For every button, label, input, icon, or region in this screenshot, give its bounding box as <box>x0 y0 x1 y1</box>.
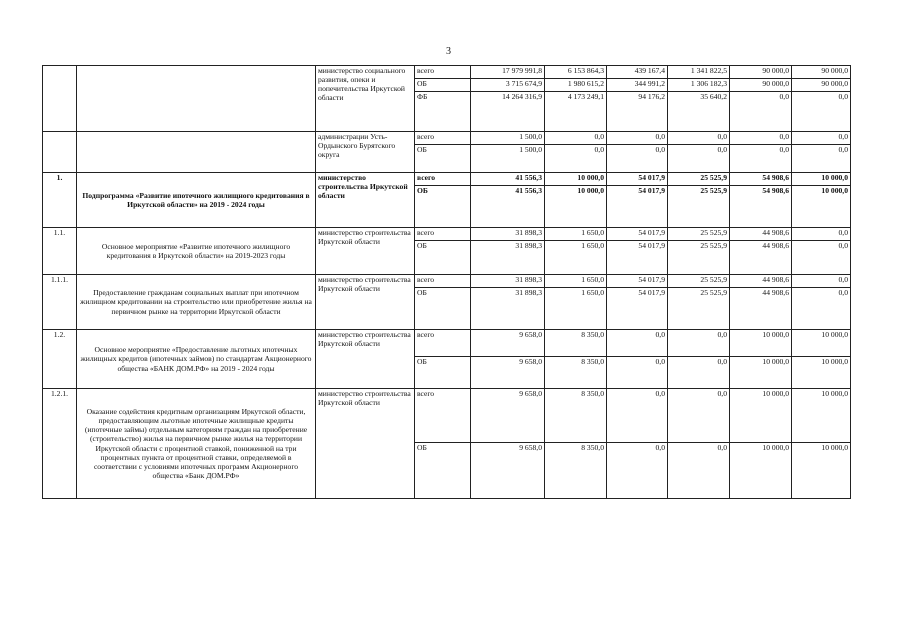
amount-cell: 0,0 <box>792 275 851 288</box>
amount-cell: 0,0 <box>730 92 792 132</box>
amount-cell: 9 658,0 <box>471 443 545 499</box>
amount-cell: 54 017,9 <box>607 288 668 330</box>
amount-cell: 9 658,0 <box>471 389 545 443</box>
amount-cell: 1 650,0 <box>545 288 607 330</box>
amount-cell: 0,0 <box>607 357 668 389</box>
funding-source: ОБ <box>415 288 471 330</box>
row-executor: министерство строительства Иркутской области <box>316 228 415 275</box>
amount-cell: 54 017,9 <box>607 241 668 275</box>
amount-cell: 31 898,3 <box>471 228 545 241</box>
amount-cell: 0,0 <box>668 443 730 499</box>
amount-cell: 10 000,0 <box>730 357 792 389</box>
funding-source: всего <box>415 330 471 357</box>
amount-cell: 90 000,0 <box>792 66 851 79</box>
amount-cell: 31 898,3 <box>471 241 545 275</box>
funding-source: всего <box>415 228 471 241</box>
table-row <box>43 173 851 186</box>
row-name: Предоставление гражданам социальных выплат при ипотечном жилищном кредитовании на строительство или приобретение жилья на первичном рынке на территории Иркутской области <box>77 275 316 330</box>
amount-cell: 1 500,0 <box>471 132 545 145</box>
amount-cell: 4 173 249,1 <box>545 92 607 132</box>
row-index: 1.1.1. <box>43 275 77 330</box>
amount-cell: 94 176,2 <box>607 92 668 132</box>
table-row <box>43 275 851 288</box>
amount-cell: 31 898,3 <box>471 288 545 330</box>
amount-cell: 0,0 <box>792 228 851 241</box>
row-name <box>77 66 316 132</box>
amount-cell: 35 640,2 <box>668 92 730 132</box>
amount-cell: 10 000,0 <box>545 186 607 228</box>
amount-cell: 54 908,6 <box>730 186 792 228</box>
funding-table <box>42 65 851 499</box>
row-index: 1. <box>43 173 77 228</box>
amount-cell: 1 650,0 <box>545 241 607 275</box>
amount-cell: 0,0 <box>792 288 851 330</box>
amount-cell: 41 556,3 <box>471 186 545 228</box>
amount-cell: 9 658,0 <box>471 330 545 357</box>
row-index <box>43 132 77 173</box>
amount-cell: 0,0 <box>792 145 851 173</box>
amount-cell: 10 000,0 <box>730 330 792 357</box>
funding-source: ФБ <box>415 92 471 132</box>
amount-cell: 0,0 <box>792 92 851 132</box>
amount-cell: 8 350,0 <box>545 389 607 443</box>
amount-cell: 10 000,0 <box>730 389 792 443</box>
amount-cell: 0,0 <box>607 145 668 173</box>
amount-cell: 10 000,0 <box>792 357 851 389</box>
row-executor: министерство строительства Иркутской области <box>316 173 415 228</box>
funding-source: всего <box>415 66 471 79</box>
amount-cell: 8 350,0 <box>545 357 607 389</box>
amount-cell: 0,0 <box>607 389 668 443</box>
amount-cell: 25 525,9 <box>668 228 730 241</box>
amount-cell: 41 556,3 <box>471 173 545 186</box>
amount-cell: 54 017,9 <box>607 228 668 241</box>
amount-cell: 54 017,9 <box>607 186 668 228</box>
funding-source: всего <box>415 173 471 186</box>
amount-cell: 54 017,9 <box>607 173 668 186</box>
row-index <box>43 66 77 132</box>
row-executor: администрации Усть-Ордынского Бурятского округа <box>316 132 415 173</box>
table-row <box>43 330 851 357</box>
amount-cell: 0,0 <box>545 132 607 145</box>
amount-cell: 90 000,0 <box>730 79 792 92</box>
amount-cell: 10 000,0 <box>792 330 851 357</box>
amount-cell: 10 000,0 <box>792 443 851 499</box>
amount-cell: 17 979 991,8 <box>471 66 545 79</box>
row-index: 1.2.1. <box>43 389 77 499</box>
amount-cell: 9 658,0 <box>471 357 545 389</box>
amount-cell: 439 167,4 <box>607 66 668 79</box>
amount-cell: 6 153 864,3 <box>545 66 607 79</box>
row-name: Основное мероприятие «Предоставление льготных ипотечных жилищных кредитов (ипотечных займов) по стандартам Акционерного общества «БАНК ДОМ.РФ» на 2019 - 2024 годы <box>77 330 316 389</box>
amount-cell: 44 908,6 <box>730 241 792 275</box>
amount-cell: 0,0 <box>545 145 607 173</box>
amount-cell: 25 525,9 <box>668 275 730 288</box>
amount-cell: 0,0 <box>607 132 668 145</box>
amount-cell: 54 017,9 <box>607 275 668 288</box>
amount-cell: 44 908,6 <box>730 228 792 241</box>
amount-cell: 0,0 <box>730 132 792 145</box>
amount-cell: 1 650,0 <box>545 228 607 241</box>
amount-cell: 90 000,0 <box>730 66 792 79</box>
amount-cell: 54 908,6 <box>730 173 792 186</box>
funding-source: ОБ <box>415 357 471 389</box>
amount-cell: 10 000,0 <box>545 173 607 186</box>
table-row <box>43 132 851 145</box>
amount-cell: 344 991,2 <box>607 79 668 92</box>
row-executor: министерство социального развития, опеки и попечительства Иркутской области <box>316 66 415 132</box>
funding-source: всего <box>415 389 471 443</box>
row-index: 1.2. <box>43 330 77 389</box>
funding-source: ОБ <box>415 443 471 499</box>
amount-cell: 44 908,6 <box>730 288 792 330</box>
row-name: Подпрограмма «Развитие ипотечного жилищного кредитования в Иркутской области» на 2019 - 2024 годы <box>77 173 316 228</box>
amount-cell: 0,0 <box>668 389 730 443</box>
amount-cell: 25 525,9 <box>668 186 730 228</box>
amount-cell: 0,0 <box>792 132 851 145</box>
row-index: 1.1. <box>43 228 77 275</box>
funding-source: всего <box>415 275 471 288</box>
table-body <box>43 66 851 499</box>
amount-cell: 31 898,3 <box>471 275 545 288</box>
amount-cell: 1 306 182,3 <box>668 79 730 92</box>
amount-cell: 1 650,0 <box>545 275 607 288</box>
amount-cell: 25 525,9 <box>668 241 730 275</box>
amount-cell: 25 525,9 <box>668 288 730 330</box>
row-executor: министерство строительства Иркутской области <box>316 275 415 330</box>
amount-cell: 10 000,0 <box>792 186 851 228</box>
row-executor: министерство строительства Иркутской области <box>316 389 415 499</box>
amount-cell: 0,0 <box>730 145 792 173</box>
row-executor: министерство строительства Иркутской области <box>316 330 415 389</box>
funding-source: всего <box>415 132 471 145</box>
amount-cell: 90 000,0 <box>792 79 851 92</box>
amount-cell: 0,0 <box>668 357 730 389</box>
amount-cell: 1 341 822,5 <box>668 66 730 79</box>
amount-cell: 8 350,0 <box>545 330 607 357</box>
amount-cell: 0,0 <box>792 241 851 275</box>
table-row <box>43 66 851 79</box>
funding-source: ОБ <box>415 79 471 92</box>
row-name: Оказание содействия кредитным организациям Иркутской области, предоставляющим льготные ипотечные жилищные кредиты (ипотечные займы) отдельным категориям граждан на приобретение (строительство) жилья на первичном рынке жилья на территории Иркутской области с процентной ставкой, пониженной на три процентных пункта от процентной ставки, определяемой в соответствии с условиями ипотечных программ Акционерного общества «Банк ДОМ.РФ» <box>77 389 316 499</box>
amount-cell: 8 350,0 <box>545 443 607 499</box>
amount-cell: 0,0 <box>668 145 730 173</box>
amount-cell: 0,0 <box>607 443 668 499</box>
amount-cell: 1 980 615,2 <box>545 79 607 92</box>
amount-cell: 14 264 316,9 <box>471 92 545 132</box>
amount-cell: 10 000,0 <box>730 443 792 499</box>
amount-cell: 3 715 674,9 <box>471 79 545 92</box>
row-name <box>77 132 316 173</box>
table-row <box>43 389 851 443</box>
amount-cell: 0,0 <box>668 330 730 357</box>
amount-cell: 10 000,0 <box>792 389 851 443</box>
amount-cell: 44 908,6 <box>730 275 792 288</box>
funding-source: ОБ <box>415 186 471 228</box>
amount-cell: 1 500,0 <box>471 145 545 173</box>
table-row <box>43 228 851 241</box>
funding-source: ОБ <box>415 145 471 173</box>
row-name: Основное мероприятие «Развитие ипотечного жилищного кредитования в Иркутской области» на 2019-2023 годы <box>77 228 316 275</box>
funding-source: ОБ <box>415 241 471 275</box>
page-number: 3 <box>446 46 451 57</box>
amount-cell: 25 525,9 <box>668 173 730 186</box>
amount-cell: 0,0 <box>668 132 730 145</box>
amount-cell: 10 000,0 <box>792 173 851 186</box>
amount-cell: 0,0 <box>607 330 668 357</box>
